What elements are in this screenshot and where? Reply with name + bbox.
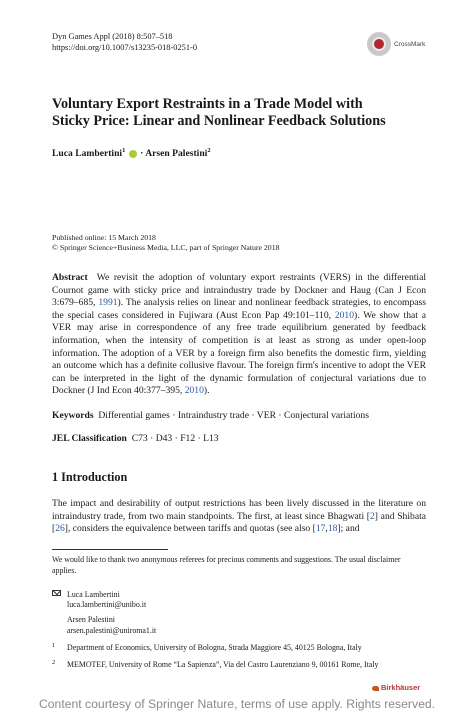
crossmark-icon <box>367 32 391 56</box>
citation-link[interactable]: 1991 <box>98 297 118 309</box>
abstract: Abstract We revisit the adoption of voluntary export restraints (VERS) in the differential Cournot game with sticky price and intraindustry trade by Dockner and Haug (Can J Econ 3:679–685, 1991). The analysis relies on linear and nonlinear feedback strategies, to encompass the special cases considered in Fujiwara (Aust Econ Pap 49:101–110, 2010). We show that a VER may arise in correspondence of any free trade equilibrium generated by feedback information, when the intensity of competition is at least as strong as under open-loop information. The adoption of a VER by a foreign firm also benefits the domestic firm, yielding an outcome which has a definite collusive flavour. The foreign firm's incentive to adopt the VER can be interpreted in the light of the dynamic formulation of conjectural variations due to Dockner (J Ind Econ 40:377–395, 2010). <box>52 272 426 397</box>
crossmark-label: CrossMark <box>394 40 426 48</box>
contact-name: Luca Lambertini <box>67 590 120 599</box>
doi-link[interactable]: https://doi.org/10.1007/s13235-018-0251-0 <box>52 43 198 52</box>
copyright-line: © Springer Science+Business Media, LLC, part of Springer Nature 2018 <box>52 243 280 252</box>
corresponding-authors <box>52 590 156 636</box>
acknowledgement-footnote: We would like to thank two anonymous referees for precious comments and suggestions. The usual disclaimer applies. <box>52 555 401 575</box>
intro-paragraph: The impact and desirability of output restrictions has been lively discussed in the literature on intraindustry trade, from two main standpoints. The first, at least since Bhagwati [2] and Shibata [26], considers the equivalence between tariffs and quotas (see also [17,18]; and <box>52 498 427 535</box>
envelope-icon <box>52 590 61 596</box>
footnote-divider <box>52 549 168 550</box>
author-name[interactable]: Luca Lambertini <box>52 148 123 159</box>
crossmark-badge[interactable] <box>367 32 425 56</box>
publisher-logo: Birkhäuser <box>372 683 420 692</box>
contact-email[interactable]: luca.lambertini@unibo.it <box>67 600 147 610</box>
courtesy-watermark: Content courtesy of Springer Nature, terms of use apply. Rights reserved. <box>38 697 436 711</box>
section-heading: 1 Introduction <box>52 470 128 484</box>
reference-link[interactable]: 18 <box>327 523 338 535</box>
reference-link[interactable]: 26 <box>55 523 65 535</box>
reference-link[interactable]: 2 <box>370 510 375 522</box>
citation-link[interactable]: 2010 <box>334 309 354 321</box>
affiliation: 2 MEMOTEF, University of Rome “La Sapienza”, Via del Castro Laurenziano 9, 00161 Rome, Italy <box>52 659 379 669</box>
published-date: Published online: 15 March 2018 <box>52 233 156 242</box>
publisher-bird-icon <box>372 686 379 691</box>
contact-name: Arsen Palestini <box>67 615 115 625</box>
orcid-icon[interactable] <box>129 150 137 158</box>
paper-title: Voluntary Export Restraints in a Trade Model with Sticky Price: Linear and Nonlinear Feedback Solutions <box>52 96 386 129</box>
abstract-label: Abstract <box>52 272 88 283</box>
citation-link[interactable]: 2010 <box>184 385 204 397</box>
author-name[interactable]: Arsen Palestini <box>145 148 208 159</box>
publication-info <box>52 233 426 253</box>
jel-classification: JEL Classification C73 · D43 · F12 · L13 <box>52 433 219 444</box>
contact-email[interactable]: arsen.palestini@uniroma1.it <box>67 625 157 635</box>
journal-citation: Dyn Games Appl (2018) 8:507–518 <box>52 32 173 41</box>
affiliation: 1 Department of Economics, University of Bologna, Strada Maggiore 45, 40125 Bologna, Italy <box>52 642 362 652</box>
keywords: Keywords Differential games · Intraindustry trade · VER · Conjectural variations <box>52 410 369 421</box>
reference-link[interactable]: 17 <box>315 523 326 535</box>
author-list: Luca Lambertini$^1$ · Arsen Palestini$^2$ <box>52 146 211 159</box>
